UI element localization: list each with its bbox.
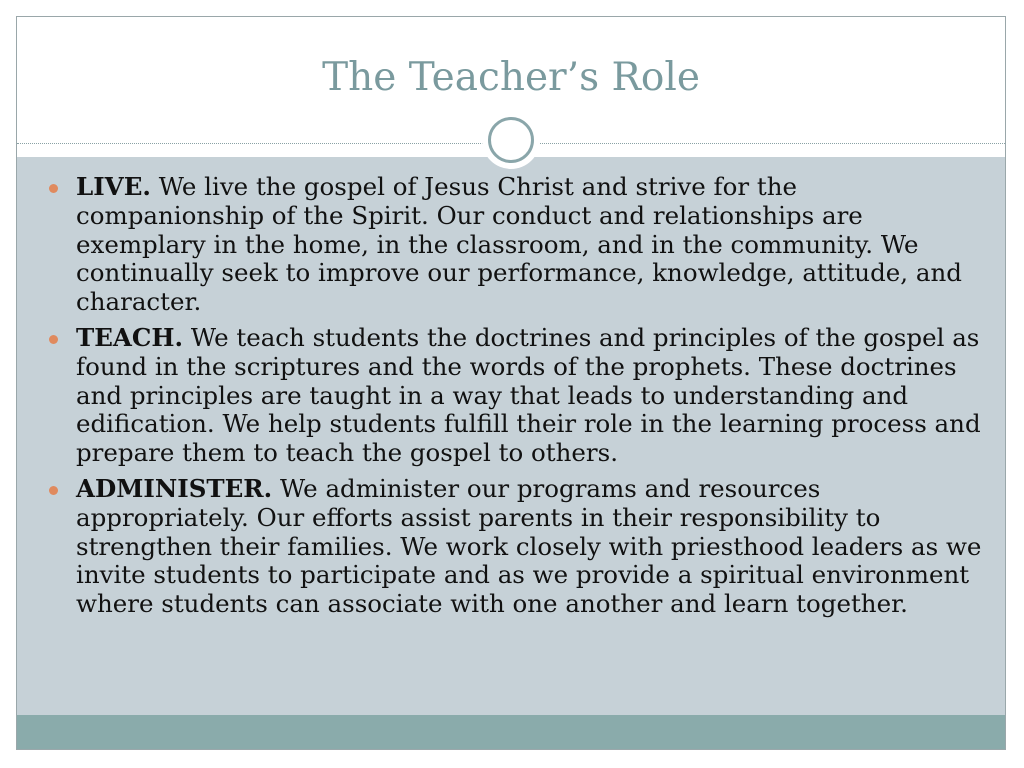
ring-ornament-inner xyxy=(488,117,534,163)
bullet-text: We live the gospel of Jesus Christ and strive for the companionship of the Spirit. Our conduct and relationships are exemplary in the home, in the classroom, and in the community. We continually seek to improve our performance, knowledge, attitude, and character. xyxy=(76,172,962,317)
circle-bullet-icon xyxy=(49,335,58,344)
bullet-item-teach xyxy=(46,324,991,468)
bullet-text: We teach students the doctrines and principles of the gospel as found in the scriptures and the words of the prophets. These doctrines and principles are taught in a way that leads to understanding and edification. We help students fulfill their role in the learning process and prepare them to teach the gospel to others. xyxy=(76,322,981,468)
bullet-item-live xyxy=(46,173,991,317)
bullet-lead: ADMINISTER. xyxy=(76,473,273,503)
bullet-text: We administer our programs and resources appropriately. Our efforts assist parents in their responsibility to strengthen their families. We work closely with priesthood leaders as we invite students to participate and as we provide a spiritual environment where students can associate with one another and learn together. xyxy=(76,473,982,619)
circle-bullet-icon xyxy=(49,184,58,193)
slide-title: The Teacher’s Role xyxy=(322,55,700,100)
slide xyxy=(16,16,1006,750)
circle-bullet-icon xyxy=(49,486,58,495)
bullet-list xyxy=(46,173,991,626)
bullet-lead: LIVE. xyxy=(76,172,151,201)
ring-ornament-icon xyxy=(482,111,540,169)
bullet-lead: TEACH. xyxy=(76,322,184,352)
footer-band xyxy=(17,715,1005,749)
bullet-item-administer xyxy=(46,475,991,619)
